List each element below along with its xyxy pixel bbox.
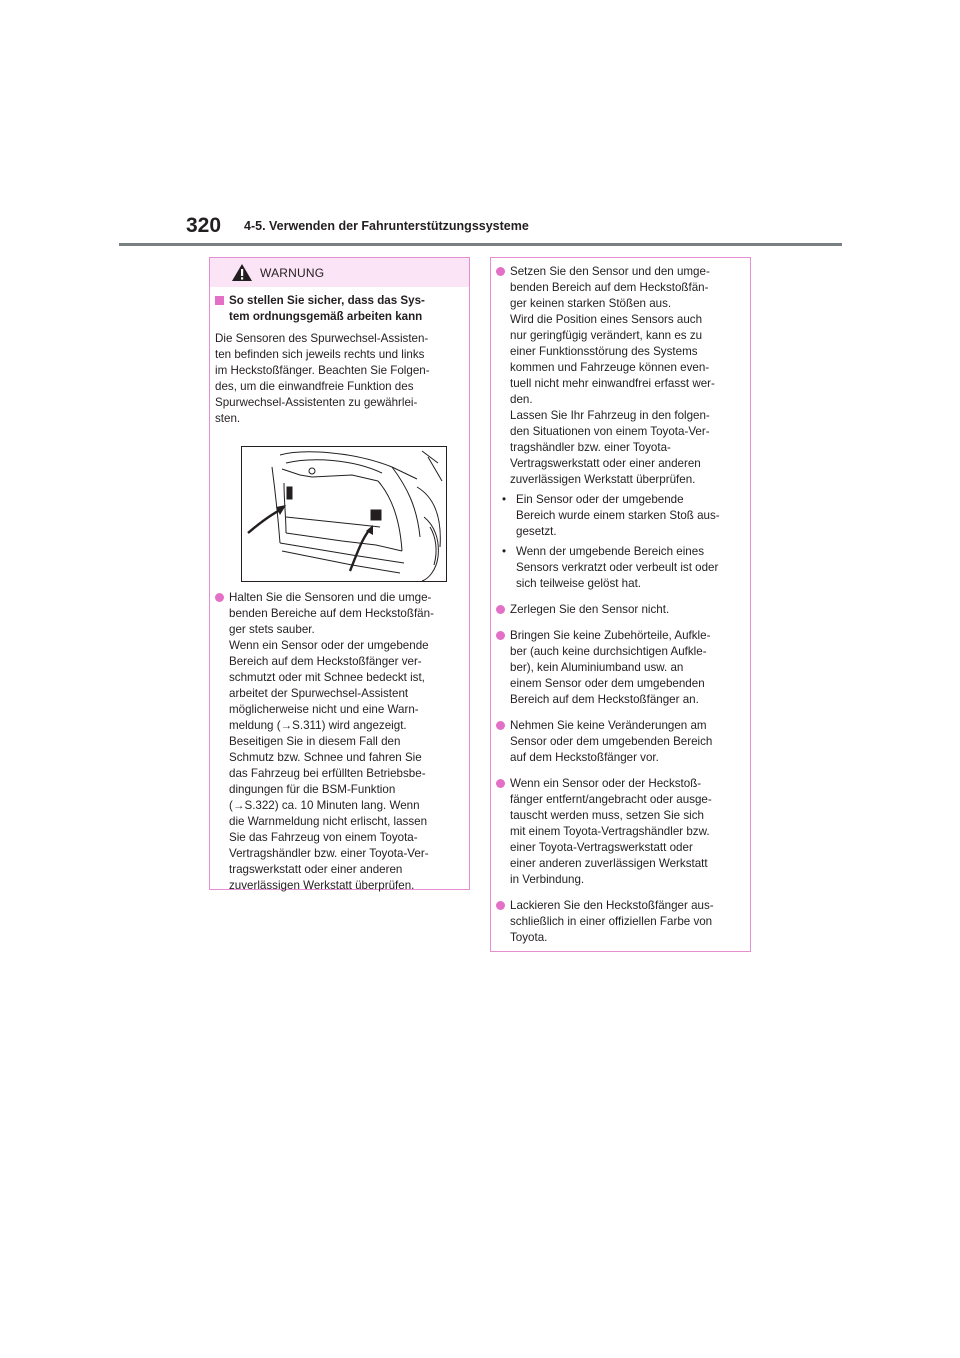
dot-bullet-icon	[496, 901, 505, 910]
warning-label: WARNUNG	[260, 266, 325, 280]
square-bullet-icon	[215, 296, 224, 305]
list-item: Zerlegen Sie den Sensor nicht.	[496, 602, 750, 618]
warning-header	[210, 258, 469, 287]
sub-list-item: • Wenn der umgebende Bereich eines Sensors verkratzt oder verbeult ist oder sich teilweise gelöst hat.	[502, 545, 719, 590]
list-item: Bringen Sie keine Zubehörteile, Aufkle- ber (auch keine durchsichtigen Aufkle- ber), kein Aluminiumband usw. an einem Sensor oder dem umgebenden Bereich auf dem Heckstoßfänger an.	[496, 628, 750, 708]
warning-box-left	[209, 257, 470, 890]
header-rule	[119, 243, 842, 246]
sub-bullet: •	[502, 545, 507, 558]
list-item: Nehmen Sie keine Veränderungen am Sensor oder dem umgebenden Bereich auf dem Heckstoßfänger vor.	[496, 718, 750, 766]
dot-bullet-icon	[496, 267, 505, 276]
list-item: Wenn ein Sensor oder der Heckstoß- fänger entfernt/angebracht oder ausge- tauscht werden muss, setzen Sie sich mit einem Toyota-Vertragshändler bzw. einer Toyota-Vertragswerkstatt oder einer anderen zuverlässigen Werkstatt in Verbindung.	[496, 776, 750, 888]
dot-bullet-icon	[215, 593, 224, 602]
dot-bullet-icon	[496, 779, 505, 788]
list-item: Setzen Sie den Sensor und den umge- benden Bereich auf dem Heckstoßfän- ger keinen starken Stößen aus. Wird die Position eines Sensors auch nur geringfügig verändert, kann es zu einer Funktionsstörung des Systems kommen und Fahrzeuge können even- tuell nicht mehr einwandfrei erfasst wer- den. Lassen Sie Ihr Fahrzeug in den folgen- den Situationen von einem Toyota-Ver- tragshändler bzw. einer Toyota- Vertragswerkstatt oder einer anderen zuverlässigen Werkstatt überprüfen.	[496, 264, 750, 488]
sub-bullet: •	[502, 493, 507, 506]
dot-bullet-icon	[496, 605, 505, 614]
warning-intro: Die Sensoren des Spurwechsel-Assisten- ten befinden sich jeweils rechts und links im Heckstoßfänger. Beachten Sie Folgen- des, um die einwandfreie Funktion des Spurwechsel-Assistenten zu gewährlei- sten.	[215, 332, 430, 425]
sub-list-item: • Ein Sensor oder der umgebende Bereich wurde einem starken Stoß aus- gesetzt.	[502, 493, 720, 538]
warning-heading-text: So stellen Sie sicher, dass das Sys- tem ordnungsgemäß arbeiten kann	[229, 294, 425, 323]
page-number: 320	[186, 214, 222, 237]
section-title: 4-5. Verwenden der Fahrunterstützungssysteme	[244, 219, 529, 233]
list-item: Lackieren Sie den Heckstoßfänger aus- schließlich in einer offiziellen Farbe von Toyota.	[496, 898, 750, 946]
bumper-sensor-illustration	[241, 446, 447, 582]
warning-triangle-icon	[231, 263, 253, 282]
dot-bullet-icon	[496, 631, 505, 640]
warning-box-right	[490, 257, 751, 952]
rear-bumper-drawing	[242, 447, 446, 581]
warning-subheading	[215, 293, 469, 325]
dot-bullet-icon	[496, 721, 505, 730]
list-item: Halten Sie die Sensoren und die umge- benden Bereiche auf dem Heckstoßfän- ger stets sauber. Wenn ein Sensor oder der umgebende Bereich auf dem Heckstoßfänger ver- schmutzt oder mit Schnee bedeckt ist, arbeitet der Spurwechsel-Assistent möglicherweise nicht und eine Warn- meldung (→S.311) wird angezeigt. Beseitigen Sie in diesem Fall den Schmutz bzw. Schnee und fahren Sie das Fahrzeug bei erfüllten Betriebsbe- dingungen für die BSM-Funktion (→S.322) ca. 10 Minuten lang. Wenn die Warnmeldung nicht erlischt, lassen Sie das Fahrzeug von einem Toyota- Vertragshändler bzw. einer Toyota-Ver- tragswerkstatt oder einer anderen zuverlässigen Werkstatt überprüfen.	[215, 590, 469, 894]
